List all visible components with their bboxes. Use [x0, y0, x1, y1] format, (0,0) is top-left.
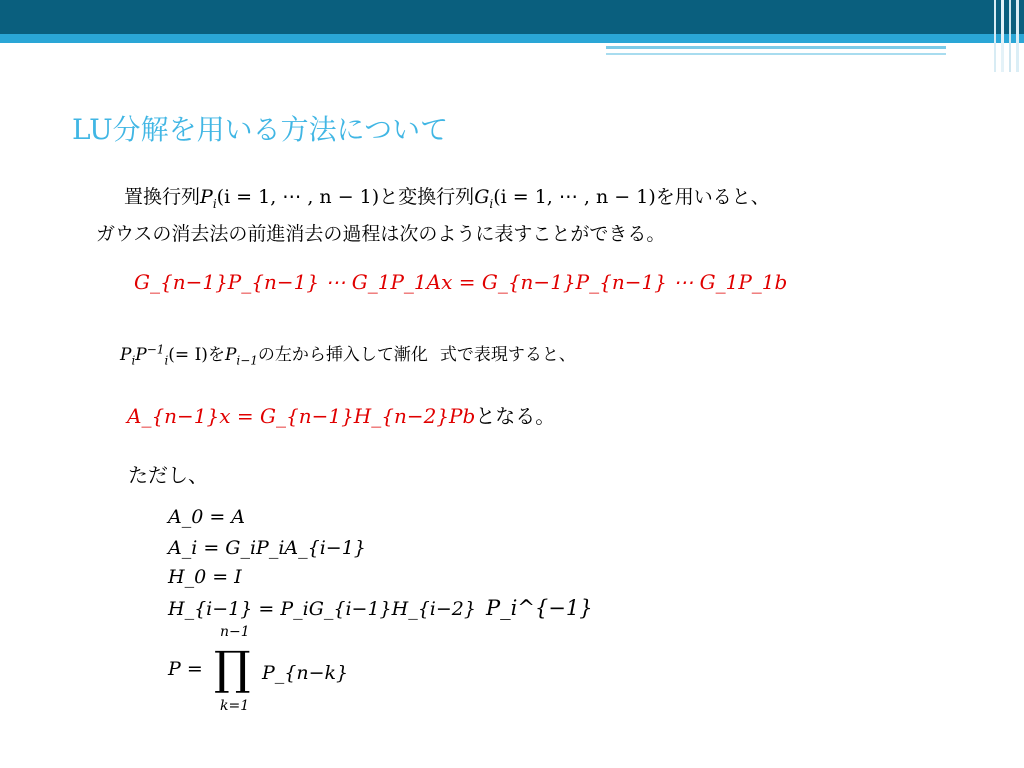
slide-title: LU分解を用いる方法について — [72, 113, 449, 146]
intro-line-2: ガウスの消去法の前進消去の過程は次のように表すことができる。 — [96, 222, 666, 245]
product-lower-limit: k=1 — [220, 698, 250, 714]
header-vertical-stripe — [1001, 0, 1004, 72]
header-bar-light — [0, 34, 1024, 43]
equation-expression: A_{n−1}x = G_{n−1}H_{n−2}Pb — [127, 404, 476, 428]
intro-text: 置換行列 — [124, 186, 201, 208]
math-pi-pi-inv: $P_iP^{-1}_i(= I)$ — [120, 342, 208, 368]
however-label: ただし、 — [128, 463, 208, 487]
intro-text: を用いると、 — [655, 186, 770, 208]
equation-recurrence-result — [127, 400, 555, 429]
recurrence-description — [120, 340, 576, 367]
math-g-i: $G_i(i = 1$, ⋯ , n − 1) — [474, 186, 656, 211]
header-vertical-stripe — [994, 0, 996, 72]
product-upper-limit: n−1 — [220, 624, 250, 640]
equation-forward-elimination: G_{n−1}P_{n−1} ⋯ G_1P_1Ax = G_{n−1}P_{n−1} ⋯ G_1P_1b — [134, 270, 788, 294]
product-rhs: P_{n−k} — [262, 662, 349, 684]
product-symbol-icon: ∏ — [214, 641, 251, 695]
definition-a0: A_0 = A — [168, 506, 246, 528]
recurrence-text: を — [207, 345, 225, 365]
header-bar-dark — [0, 0, 1024, 34]
definition-ai: A_i = G_iP_iA_{i−1} — [168, 537, 366, 559]
header-accent-line — [606, 46, 946, 49]
intro-line-1 — [96, 182, 956, 219]
product-lhs: P = — [168, 658, 203, 680]
header-vertical-stripe — [1009, 0, 1011, 72]
intro-text: と変換行列 — [379, 186, 475, 208]
recurrence-text: 式で表現すると、 — [439, 345, 576, 365]
equation-tail-text: となる。 — [475, 404, 556, 428]
definition-hi-expr: H_{i−1} = P_iG_{i−1}H_{i−2} — [168, 598, 476, 620]
header-vertical-stripe — [1016, 0, 1019, 72]
definition-hi-inverse: P_i^{−1} — [485, 596, 593, 620]
math-p-i: $P_i(i = 1$, ⋯ , n − 1) — [200, 186, 380, 211]
intro-paragraph — [96, 182, 956, 249]
header-accent-line — [606, 53, 946, 55]
math-p-i-minus-1: $P_{i-1}$ — [224, 345, 258, 368]
definition-product — [168, 624, 368, 716]
definition-h0: H_0 = I — [168, 566, 242, 588]
recurrence-text: の左から挿入して漸化 — [257, 345, 428, 365]
definition-hi — [168, 596, 593, 620]
